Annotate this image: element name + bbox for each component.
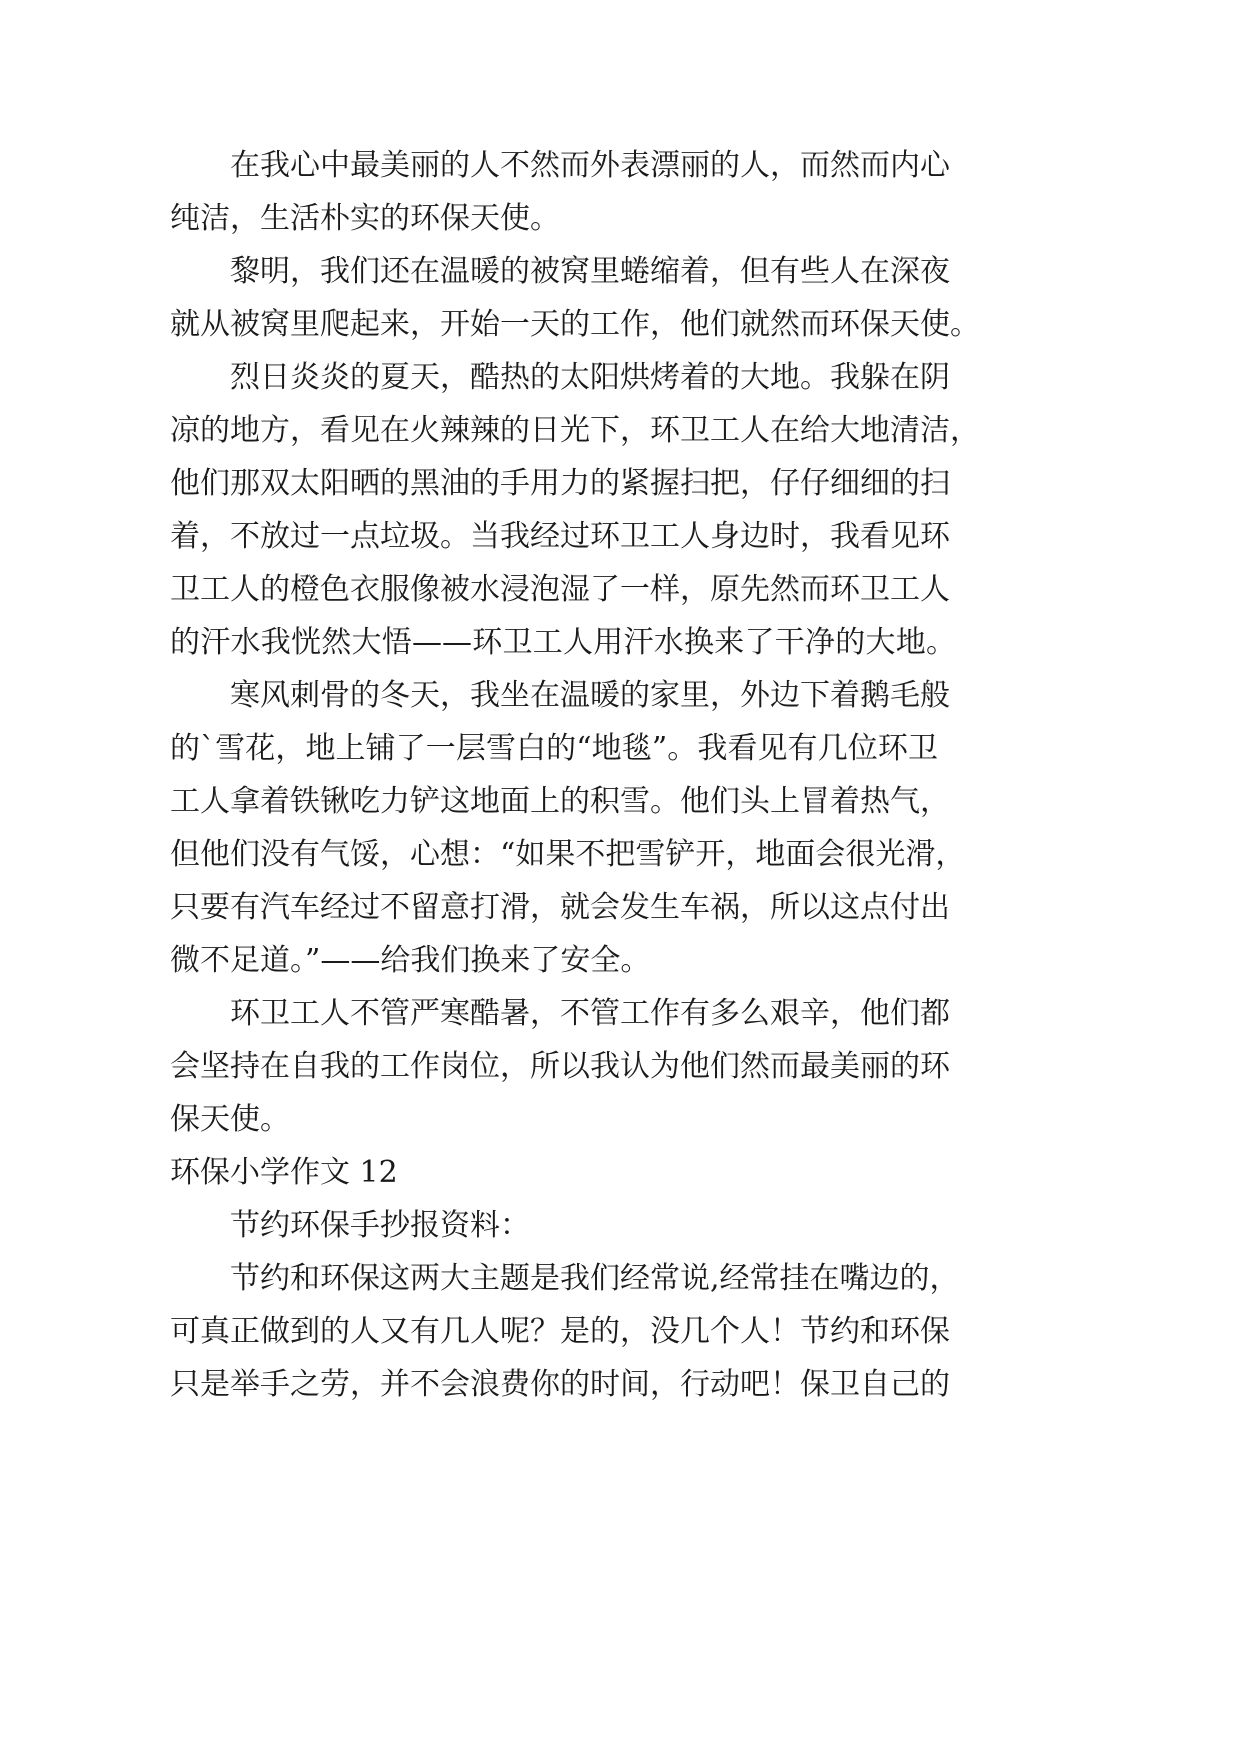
- paragraph-line: 在我心中最美丽的人不然而外表漂丽的人，而然而内心: [230, 148, 950, 183]
- paragraph-line: 只要有汽车经过不留意打滑，就会发生车祸，所以这点付出: [170, 890, 950, 925]
- paragraph-line: 他们那双太阳晒的黑油的手用力的紧握扫把，仔仔细细的扫: [170, 466, 950, 501]
- paragraph-line: 烈日炎炎的夏天，酷热的太阳烘烤着的大地。我躲在阴: [230, 360, 950, 395]
- paragraph-line: 寒风刺骨的冬天，我坐在温暖的家里，外边下着鹅毛般: [230, 678, 950, 713]
- paragraph-line: 只是举手之劳，并不会浪费你的时间，行动吧！保卫自己的: [170, 1367, 950, 1402]
- paragraph-line: 节约环保手抄报资料：: [230, 1208, 530, 1243]
- paragraph-line: 微不足道。”——给我们换来了安全。: [170, 943, 651, 978]
- paragraph-line: 会坚持在自我的工作岗位，所以我认为他们然而最美丽的环: [170, 1049, 950, 1084]
- paragraph-line: 节约和环保这两大主题是我们经常说,经常挂在嘴边的，: [230, 1261, 960, 1296]
- paragraph-line: 着，不放过一点垃圾。当我经过环卫工人身边时，我看见环: [170, 519, 950, 554]
- paragraph-line: 但他们没有气馁，心想：“如果不把雪铲开，地面会很光滑，: [170, 837, 966, 872]
- section-heading: 环保小学作文 12: [170, 1155, 398, 1190]
- paragraph-line: 就从被窝里爬起来，开始一天的工作，他们就然而环保天使。: [170, 307, 980, 342]
- paragraph-line: 的汗水我恍然大悟——环卫工人用汗水换来了干净的大地。: [170, 625, 956, 660]
- paragraph-line: 凉的地方，看见在火辣辣的日光下，环卫工人在给大地清洁，: [170, 413, 980, 448]
- paragraph-line: 保天使。: [170, 1102, 290, 1137]
- paragraph-line: 纯洁，生活朴实的环保天使。: [170, 201, 560, 236]
- paragraph-line: 的`雪花，地上铺了一层雪白的“地毯”。我看见有几位环卫: [170, 731, 938, 766]
- paragraph-line: 可真正做到的人又有几人呢？是的，没几个人！节约和环保: [170, 1314, 950, 1349]
- paragraph-line: 环卫工人不管严寒酷暑，不管工作有多么艰辛，他们都: [230, 996, 950, 1031]
- paragraph-line: 卫工人的橙色衣服像被水浸泡湿了一样，原先然而环卫工人: [170, 572, 950, 607]
- paragraph-line: 工人拿着铁锹吃力铲这地面上的积雪。他们头上冒着热气，: [170, 784, 950, 819]
- paragraph-line: 黎明，我们还在温暖的被窝里蜷缩着，但有些人在深夜: [230, 254, 950, 289]
